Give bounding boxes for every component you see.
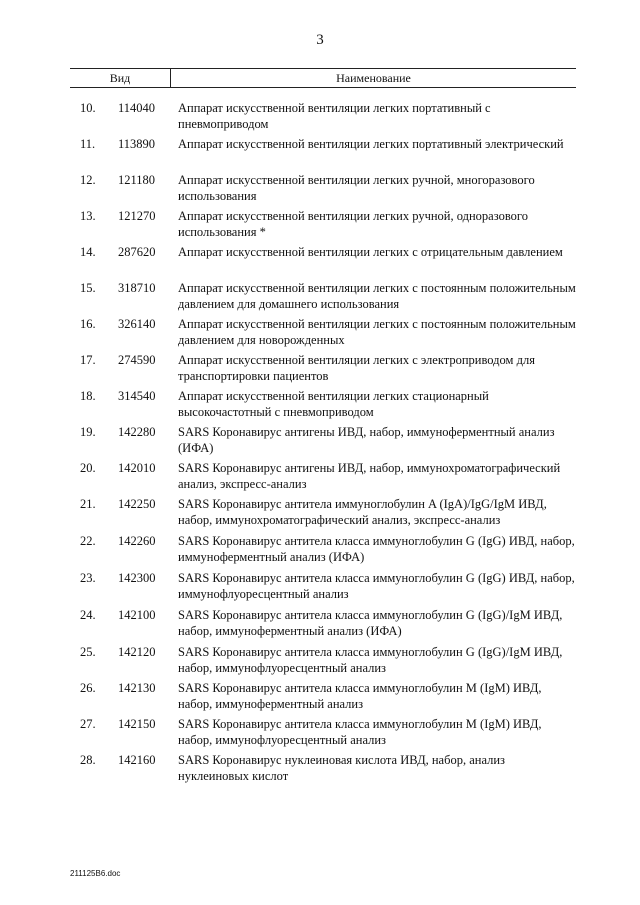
row-name: Аппарат искусственной вентиляции легких стационарный высокочастотный с пневмоприводом: [178, 389, 489, 419]
row-code: 326140: [118, 317, 156, 331]
row-name: SARS Коронавирус антигены ИВД, набор, иммунохроматографический анализ, экспресс-анализ: [178, 461, 561, 491]
page-number: 3: [316, 32, 324, 48]
row-code: 142260: [118, 534, 156, 548]
row-number: 27.: [80, 717, 96, 731]
row-number: 25.: [80, 645, 96, 659]
row-name: SARS Коронавирус нуклеиновая кислота ИВД, набор, анализ нуклеиновых кислот: [178, 753, 505, 783]
row-number: 13.: [80, 209, 96, 223]
row-code: 114040: [118, 101, 156, 115]
row-name: Аппарат искусственной вентиляции легких с отрицательным давлением: [178, 245, 563, 259]
row-code: 142160: [118, 753, 156, 767]
row-name: SARS Коронавирус антитела класса иммуноглобулин G (IgG)/IgM ИВД, набор, иммунофлуоресцентный анализ: [178, 645, 563, 675]
table-header: [70, 68, 576, 88]
row-code: 121270: [118, 209, 156, 223]
row-name: Аппарат искусственной вентиляции легких с электроприводом для транспортировки пациентов: [178, 353, 535, 383]
row-code: 314540: [118, 389, 156, 403]
row-name: SARS Коронавирус антитела класса иммуноглобулин G (IgG)/IgM ИВД, набор, иммуноферментный анализ (ИФА): [178, 608, 563, 638]
row-code: 142280: [118, 425, 156, 439]
row-name: Аппарат искусственной вентиляции легких портативный с пневмоприводом: [178, 101, 491, 131]
row-name: SARS Коронавирус антитела класса иммуноглобулин G (IgG) ИВД, набор, иммунофлуоресцентный анализ: [178, 571, 575, 601]
row-code: 121180: [118, 173, 156, 187]
row-number: 26.: [80, 681, 96, 695]
row-code: 142130: [118, 681, 156, 695]
document-filename: 211125B6.doc: [70, 869, 121, 878]
row-name: Аппарат искусственной вентиляции легких портативный электрический: [178, 137, 564, 151]
row-code: 274590: [118, 353, 156, 367]
row-number: 14.: [80, 245, 96, 259]
row-name: Аппарат искусственной вентиляции легких с постоянным положительным давлением для новорожденных: [178, 317, 576, 347]
row-number: 11.: [80, 137, 96, 151]
row-code: 142120: [118, 645, 156, 659]
row-number: 16.: [80, 317, 96, 331]
row-number: 28.: [80, 753, 96, 767]
row-number: 20.: [80, 461, 96, 475]
row-code: 142250: [118, 497, 156, 511]
row-name: SARS Коронавирус антитела класса иммуноглобулин M (IgM) ИВД, набор, иммуноферментный анализ: [178, 681, 542, 711]
row-code: 287620: [118, 245, 156, 259]
row-code: 142100: [118, 608, 156, 622]
row-name: SARS Коронавирус антигены ИВД, набор, иммуноферментный анализ (ИФА): [178, 425, 555, 455]
column-header-vid: Вид: [70, 69, 171, 87]
row-name: Аппарат искусственной вентиляции легких с постоянным положительным давлением для домашнего использования: [178, 281, 576, 311]
row-name: SARS Коронавирус антитела класса иммуноглобулин G (IgG) ИВД, набор, иммуноферментный анализ (ИФА): [178, 534, 575, 564]
row-number: 18.: [80, 389, 96, 403]
row-number: 19.: [80, 425, 96, 439]
row-code: 113890: [118, 137, 156, 151]
row-name: SARS Коронавирус антитела иммуноглобулин A (IgA)/IgG/IgM ИВД, набор, иммунохроматографический анализ, экспресс-анализ: [178, 497, 547, 527]
column-header-name: Наименование: [336, 71, 411, 85]
row-code: 142010: [118, 461, 156, 475]
row-code: 142300: [118, 571, 156, 585]
row-number: 22.: [80, 534, 96, 548]
row-code: 318710: [118, 281, 156, 295]
row-number: 21.: [80, 497, 96, 511]
row-number: 17.: [80, 353, 96, 367]
row-name: Аппарат искусственной вентиляции легких ручной, одноразового использования *: [178, 209, 528, 239]
row-number: 12.: [80, 173, 96, 187]
row-name: Аппарат искусственной вентиляции легких ручной, многоразового использования: [178, 173, 535, 203]
row-number: 10.: [80, 101, 96, 115]
row-number: 15.: [80, 281, 96, 295]
row-number: 23.: [80, 571, 96, 585]
row-number: 24.: [80, 608, 96, 622]
row-name: SARS Коронавирус антитела класса иммуноглобулин M (IgM) ИВД, набор, иммунофлуоресцентный анализ: [178, 717, 542, 747]
row-code: 142150: [118, 717, 156, 731]
